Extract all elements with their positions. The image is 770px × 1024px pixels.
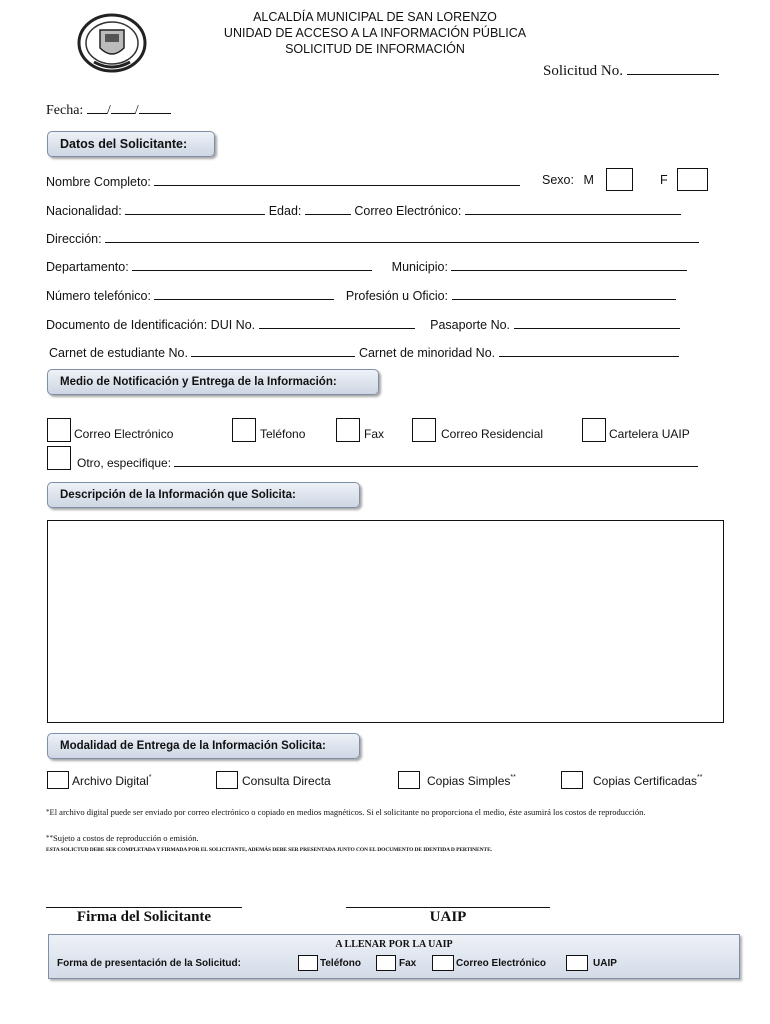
- direccion-label: Dirección:: [46, 232, 102, 246]
- copias-simples-label: Copias Simples: [427, 774, 511, 788]
- fecha-month-field[interactable]: [111, 101, 135, 114]
- row-direccion: [46, 230, 699, 246]
- telefono-label: Número telefónico:: [46, 289, 151, 303]
- section-descripcion: [47, 482, 360, 508]
- note-costos: [46, 833, 736, 844]
- departamento-field[interactable]: [132, 258, 372, 271]
- uaip-checkbox-fax[interactable]: [376, 955, 396, 971]
- section-modalidad: [47, 733, 360, 759]
- uaip-option-fax: Fax: [399, 958, 417, 969]
- row-telefono: [46, 287, 676, 303]
- uaip-checkbox-telefono[interactable]: [298, 955, 318, 971]
- uaip-option-telefono: Teléfono: [320, 958, 361, 969]
- sexo-m-label: M: [583, 173, 594, 187]
- profesion-label: Profesión u Oficio:: [345, 289, 449, 303]
- solicitud-number: [543, 62, 719, 80]
- municipal-seal-logo: [76, 12, 148, 74]
- pasaporte-field[interactable]: [514, 316, 680, 329]
- nacionalidad-label: Nacionalidad:: [46, 204, 122, 218]
- section-descripcion-title: Descripción de la Información que Solicita:: [60, 489, 296, 501]
- section-datos-title: Datos del Solicitante:: [60, 137, 188, 151]
- checkbox-telefono[interactable]: [232, 418, 256, 442]
- pasaporte-label: Pasaporte No.: [430, 318, 511, 332]
- header-line-2: UNIDAD DE ACCESO A LA INFORMACIÓN PÚBLICA: [223, 26, 527, 40]
- note-1-text: El archivo digital puede ser enviado por correo electrónico o copiado en medios magnéticos. Si el solicitante no proporciona el medio, éste asumirá los costos de reproducción.: [49, 807, 646, 817]
- checkbox-archivo-digital[interactable]: [47, 771, 69, 789]
- direccion-field[interactable]: [105, 230, 699, 243]
- correo-label: Correo Electrónico:: [354, 204, 462, 218]
- uaip-box-label: Forma de presentación de la Solicitud:: [57, 958, 241, 969]
- note-completar: ESTA SOLICTUD DEBE SER COMPLETADA Y FIRMADA POR EL SOLICITANTE, ADEMÁS DEBE SER PRESENTADA JUNTO CON EL DOCUMENTO DE IDENTIDA D PERTINENTE.: [46, 847, 492, 853]
- option-telefono: Teléfono: [260, 427, 306, 441]
- edad-field[interactable]: [305, 202, 351, 215]
- note-2-mark: **: [46, 834, 53, 842]
- dui-field[interactable]: [259, 316, 415, 329]
- sexo-f-label: F: [660, 173, 668, 187]
- note-archivo-digital: [46, 807, 736, 818]
- note-1-mark: *: [46, 808, 50, 816]
- municipio-label: Municipio:: [391, 260, 448, 274]
- otro-field[interactable]: [174, 454, 698, 467]
- archivo-digital-sup: *: [148, 774, 152, 781]
- edad-label: Edad:: [268, 204, 302, 218]
- copias-simples-sup: **: [510, 774, 516, 781]
- section-notificacion-title: Medio de Notificación y Entrega de la Información:: [60, 376, 337, 388]
- row-nombre: [46, 173, 520, 189]
- firma-solicitante-line[interactable]: [46, 907, 242, 908]
- firma-solicitante-label: Firma del Solicitante: [76, 909, 212, 925]
- option-cartelera-uaip: Cartelera UAIP: [609, 427, 690, 441]
- otro-label: Otro, especifique:: [77, 456, 172, 470]
- carnet-estudiante-field[interactable]: [191, 344, 355, 357]
- fecha-row: [46, 101, 171, 119]
- option-correo-electronico: Correo Electrónico: [74, 427, 174, 441]
- profesion-field[interactable]: [452, 287, 676, 300]
- descripcion-textarea[interactable]: [47, 520, 724, 723]
- nacionalidad-field[interactable]: [125, 202, 265, 215]
- uaip-box-title: A LLENAR POR LA UAIP: [335, 939, 453, 950]
- departamento-label: Departamento:: [46, 260, 129, 274]
- row-departamento: [46, 258, 687, 274]
- municipio-field[interactable]: [451, 258, 687, 271]
- nombre-field[interactable]: [154, 173, 520, 186]
- option-correo-residencial: Correo Residencial: [441, 427, 544, 441]
- option-fax: Fax: [364, 427, 385, 441]
- option-archivo-digital: [72, 774, 151, 788]
- checkbox-otro[interactable]: [47, 446, 71, 470]
- uaip-option-correo: Correo Electrónico: [456, 958, 547, 969]
- copias-certificadas-label: Copias Certificadas: [593, 774, 698, 788]
- fecha-sep-1: /: [106, 103, 111, 118]
- uaip-checkbox-correo[interactable]: [432, 955, 454, 971]
- section-notificacion: [47, 369, 379, 395]
- sexo-m-checkbox[interactable]: [606, 168, 633, 191]
- row-documento: [46, 316, 680, 332]
- checkbox-consulta-directa[interactable]: [216, 771, 238, 789]
- option-consulta-directa: Consulta Directa: [242, 774, 331, 788]
- row-otro: [77, 454, 698, 470]
- checkbox-correo-residencial[interactable]: [412, 418, 436, 442]
- sexo-f-checkbox[interactable]: [677, 168, 708, 191]
- header-line-1: ALCALDÍA MUNICIPAL DE SAN LORENZO: [253, 10, 497, 24]
- firma-uaip-line[interactable]: [346, 907, 550, 908]
- carnet-minoridad-field[interactable]: [499, 344, 679, 357]
- sexo-label: Sexo:: [542, 173, 574, 187]
- telefono-field[interactable]: [154, 287, 334, 300]
- archivo-digital-label: Archivo Digital: [72, 774, 149, 788]
- checkbox-copias-simples[interactable]: [398, 771, 420, 789]
- firma-uaip-label: UAIP: [429, 909, 467, 925]
- note-2-text: Sujeto a costos de reproducción o emisión.: [53, 833, 199, 843]
- fecha-day-field[interactable]: [87, 101, 107, 114]
- carnet-minoridad-label: Carnet de minoridad No.: [358, 346, 496, 360]
- correo-field[interactable]: [465, 202, 681, 215]
- checkbox-fax[interactable]: [336, 418, 360, 442]
- solicitud-number-field[interactable]: [627, 62, 719, 75]
- option-copias-simples: [427, 774, 516, 788]
- fecha-label: Fecha:: [46, 103, 84, 118]
- section-datos-solicitante: [47, 131, 215, 157]
- checkbox-correo-electronico[interactable]: [47, 418, 71, 442]
- option-copias-certificadas: [593, 774, 703, 788]
- nombre-label: Nombre Completo:: [46, 175, 151, 189]
- header-line-3: SOLICITUD DE INFORMACIÓN: [285, 42, 465, 56]
- uaip-checkbox-uaip[interactable]: [566, 955, 588, 971]
- carnet-estudiante-label: Carnet de estudiante No.: [49, 346, 188, 360]
- copias-certificadas-sup: **: [697, 774, 703, 781]
- fecha-year-field[interactable]: [139, 101, 171, 114]
- fecha-sep-2: /: [134, 103, 139, 118]
- checkbox-cartelera-uaip[interactable]: [582, 418, 606, 442]
- row-carnet: [49, 344, 679, 360]
- uaip-option-uaip: UAIP: [593, 958, 617, 969]
- solicitud-label: Solicitud No.: [543, 63, 624, 79]
- documento-label: Documento de Identificación: DUI No.: [46, 318, 256, 332]
- row-nacionalidad: [46, 202, 681, 218]
- checkbox-copias-certificadas[interactable]: [561, 771, 583, 789]
- section-modalidad-title: Modalidad de Entrega de la Información Solicita:: [60, 740, 326, 752]
- row-sexo: [542, 173, 594, 187]
